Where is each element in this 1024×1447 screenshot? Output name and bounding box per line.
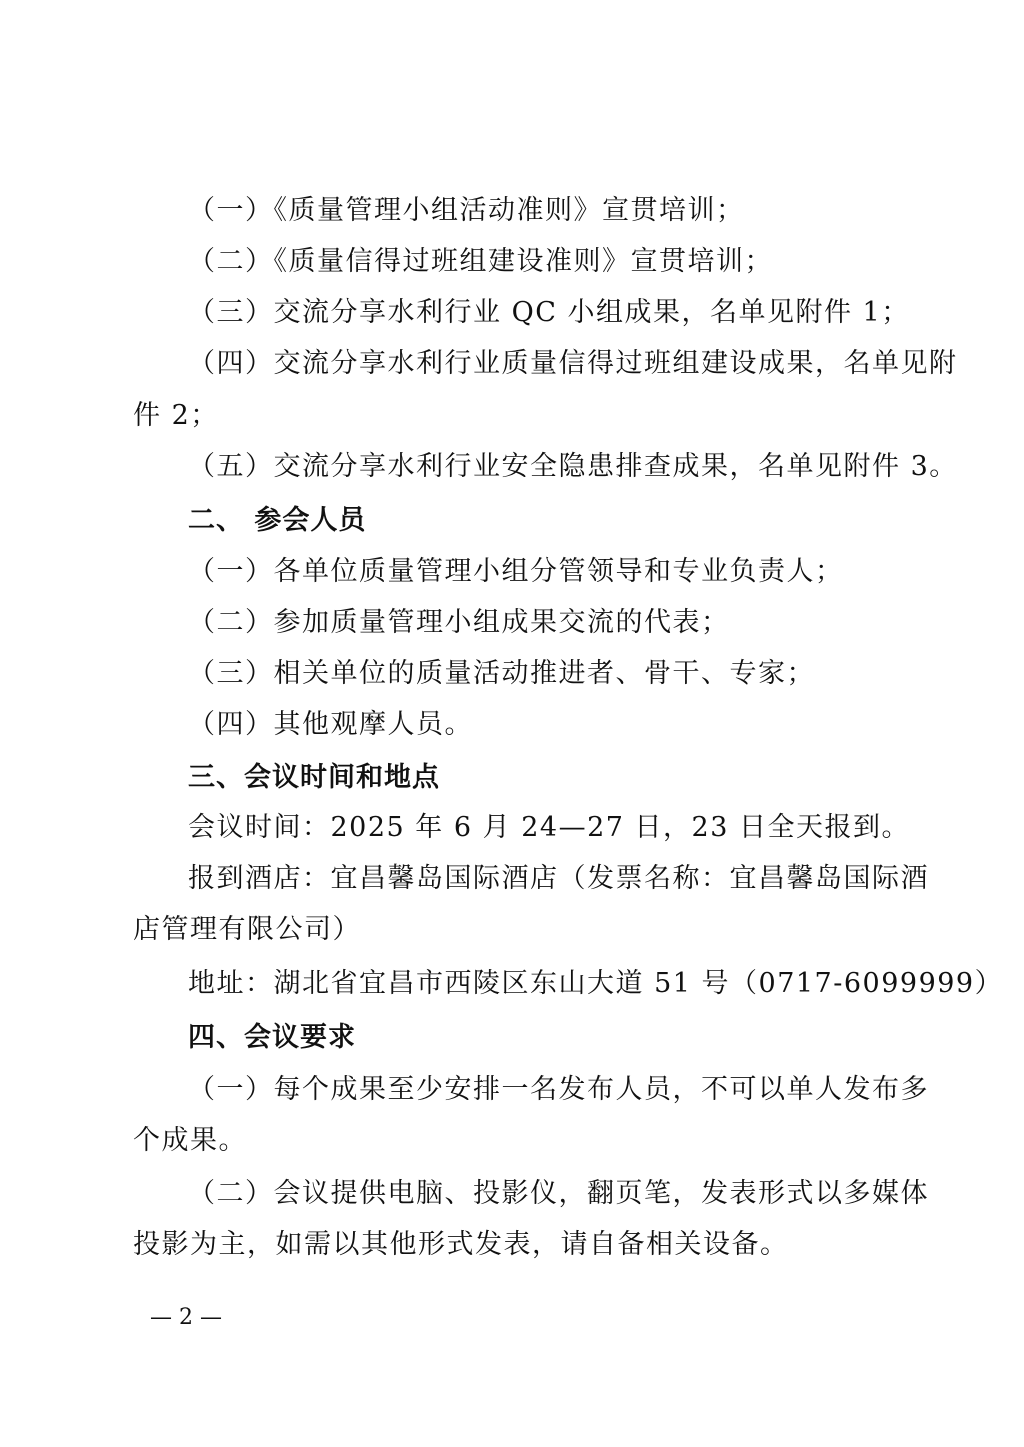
list-item-continuation: 个成果。 <box>133 1125 247 1156</box>
list-item: （一）各单位质量管理小组分管领导和专业负责人； <box>188 556 844 587</box>
list-item: （一）《质量管理小组活动准则》宣贯培训； <box>188 195 745 226</box>
page-number: — 2 — <box>150 1305 222 1330</box>
list-item: （一）每个成果至少安排一名发布人员，不可以单人发布多 <box>188 1074 929 1105</box>
list-item: （五）交流分享水利行业安全隐患排查成果，名单见附件 3。 <box>188 451 958 482</box>
list-item: （二）会议提供电脑、投影仪，翻页笔，发表形式以多媒体 <box>188 1178 929 1209</box>
meeting-time: 会议时间：2025 年 6 月 24—27 日，23 日全天报到。 <box>188 812 910 843</box>
list-item: （四）交流分享水利行业质量信得过班组建设成果，名单见附 <box>188 348 958 379</box>
list-item: （三）相关单位的质量活动推进者、骨干、专家； <box>188 658 815 689</box>
list-item: （四）其他观摩人员。 <box>188 709 473 740</box>
hotel-info-continuation: 店管理有限公司） <box>133 914 361 945</box>
list-item: （二）《质量信得过班组建设准则》宣贯培训； <box>188 246 773 277</box>
list-item-continuation: 投影为主，如需以其他形式发表，请自备相关设备。 <box>133 1229 789 1260</box>
list-item: （二）参加质量管理小组成果交流的代表； <box>188 607 730 638</box>
hotel-address: 地址：湖北省宜昌市西陵区东山大道 51 号（0717-6099999） <box>188 968 1004 999</box>
list-item-continuation: 件 2； <box>133 400 219 431</box>
section-heading: 二、 参会人员 <box>188 505 367 536</box>
list-item: （三）交流分享水利行业 QC 小组成果，名单见附件 1； <box>188 297 910 328</box>
hotel-info: 报到酒店：宜昌馨岛国际酒店（发票名称：宜昌馨岛国际酒 <box>188 863 929 894</box>
section-heading: 四、会议要求 <box>188 1022 356 1053</box>
section-heading: 三、会议时间和地点 <box>188 762 440 793</box>
